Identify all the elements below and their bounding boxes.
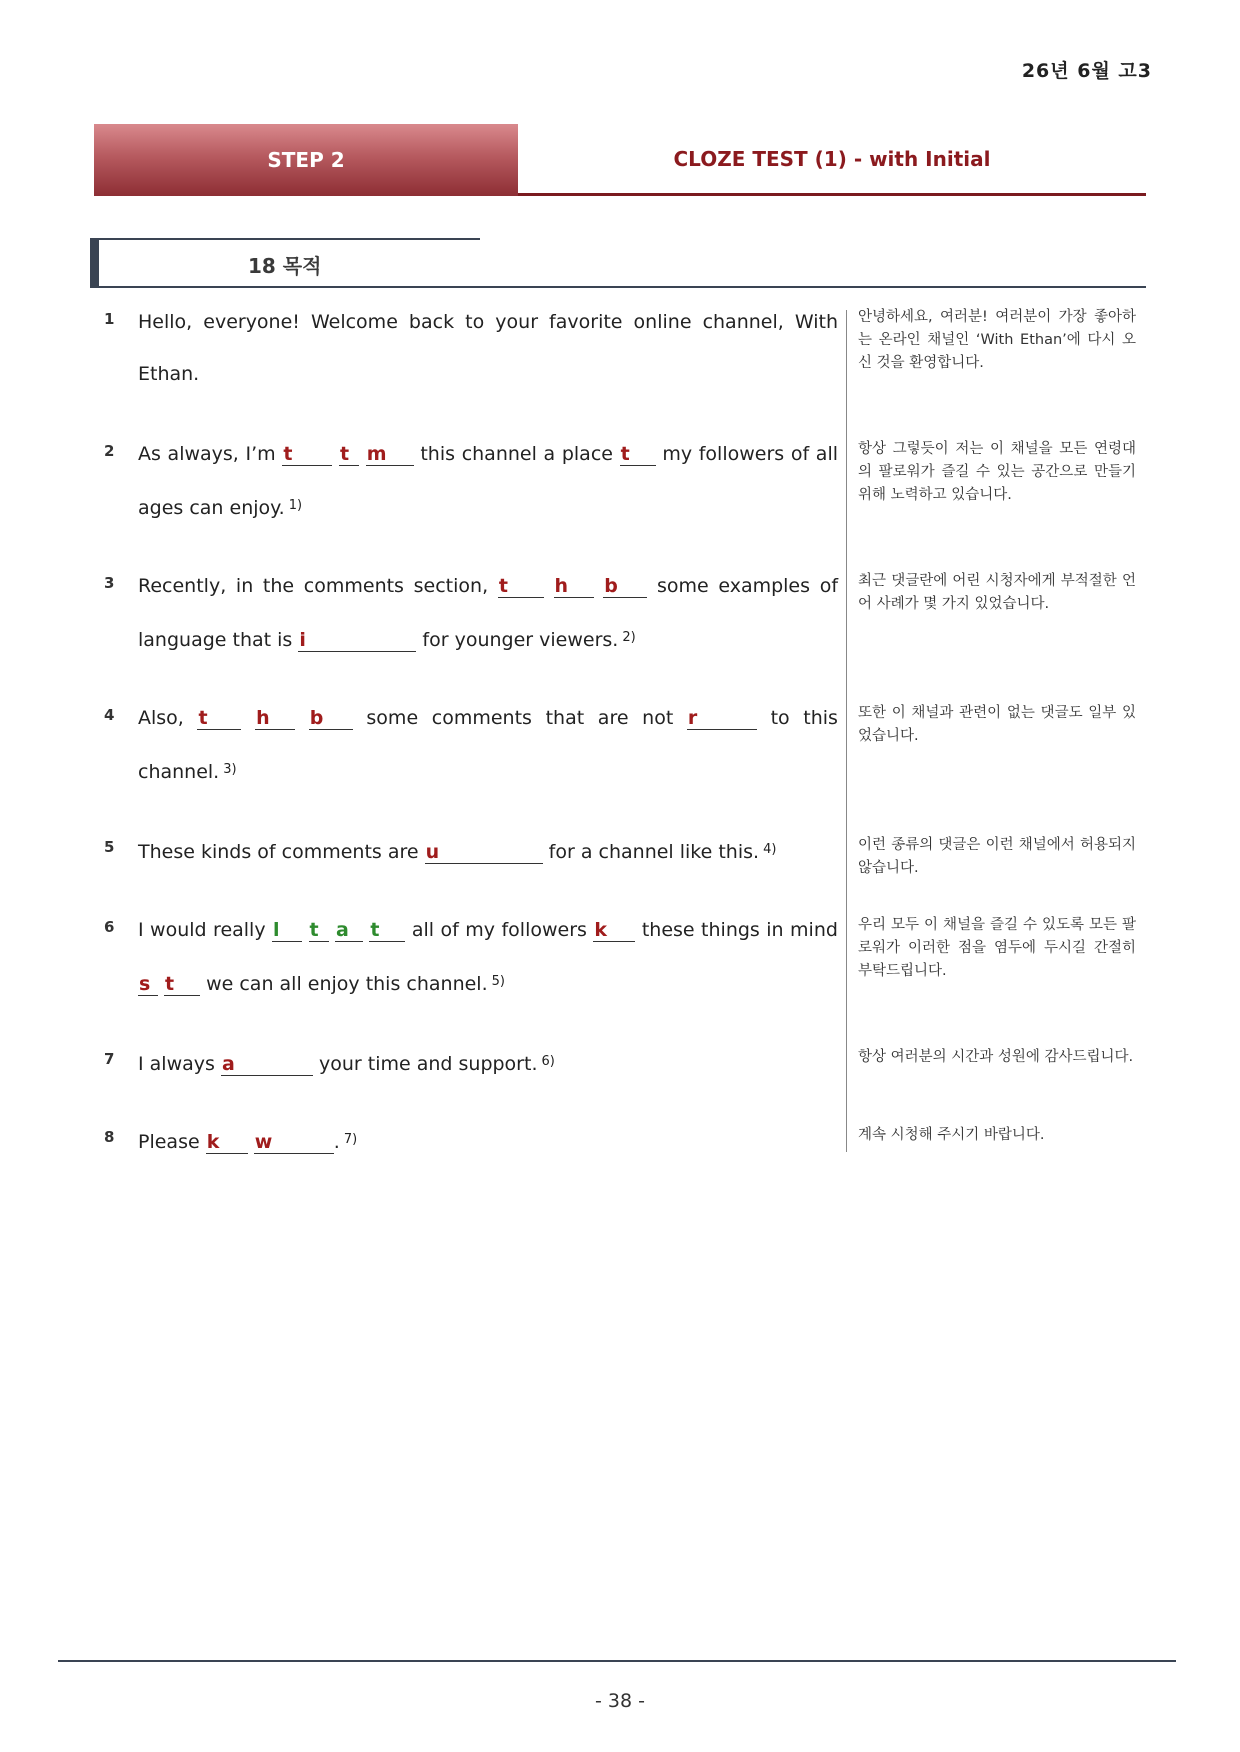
question-number: 8 <box>104 1128 115 1146</box>
blank[interactable]: b <box>309 707 353 730</box>
sentence-text: we can all enjoy this channel. <box>206 973 488 995</box>
sentence-text: these things in mind <box>641 919 838 941</box>
blank[interactable]: a <box>335 919 363 942</box>
english-sentence <box>138 560 838 666</box>
blank[interactable]: t <box>164 973 200 996</box>
blank[interactable]: t <box>369 919 405 942</box>
korean-translation: 우리 모두 이 채널을 즐길 수 있도록 모든 팔로워가 이러한 점을 염두에 두시길 간절히 부탁드립니다. <box>858 917 1136 979</box>
korean-translation: 항상 여러분의 시간과 성원에 감사드립니다. <box>858 1049 1134 1065</box>
blank[interactable]: t <box>197 707 241 730</box>
blank[interactable]: a <box>221 1053 313 1076</box>
sentence-text: to this channel. <box>138 707 838 783</box>
footer-rule <box>58 1660 1176 1662</box>
sentence-text: Also, <box>138 707 184 729</box>
korean-translation: 이런 종류의 댓글은 이런 채널에서 허용되지 않습니다. <box>858 837 1136 876</box>
section-header-bar <box>90 238 99 288</box>
korean-translation: 계속 시청해 주시기 바랍니다. <box>858 1127 1045 1143</box>
question-number: 7 <box>104 1050 115 1068</box>
section-header-bottom-rule <box>90 286 1146 288</box>
english-sentence <box>138 1036 838 1090</box>
sentence-text: Recently, in the comments section, <box>138 575 489 597</box>
section-header <box>90 238 1146 288</box>
blank[interactable]: l <box>272 919 302 942</box>
sentence-text: These kinds of comments are <box>138 841 419 863</box>
question-number: 2 <box>104 442 115 460</box>
korean-translation: 항상 그렇듯이 저는 이 채널을 모든 연령대의 팔로워가 즐길 수 있는 공간으로 만들기 위해 노력하고 있습니다. <box>858 441 1136 503</box>
question-number: 5 <box>104 838 115 856</box>
blank[interactable]: t <box>620 443 656 466</box>
footnote-ref: 7) <box>343 1132 358 1147</box>
sentence-text: all of my followers <box>411 919 587 941</box>
blank[interactable]: t <box>498 575 544 598</box>
sentence-text: I always <box>138 1053 215 1075</box>
sentence-text: I would really <box>138 919 266 941</box>
sentence-text: Please <box>138 1131 200 1153</box>
question-number: 3 <box>104 574 115 592</box>
blank[interactable]: r <box>687 707 757 730</box>
sentence-text: this channel a place <box>420 443 613 465</box>
section-header-top-rule <box>90 238 480 240</box>
question-number: 6 <box>104 918 115 936</box>
sentence-text: some examples of language that is <box>138 575 839 651</box>
sentence-text: for a channel like this. <box>548 841 760 863</box>
blank[interactable]: w <box>254 1131 334 1154</box>
footnote-ref: 5) <box>491 974 505 989</box>
column-divider <box>846 310 847 1152</box>
korean-translation: 또한 이 채널과 관련이 없는 댓글도 일부 있었습니다. <box>858 705 1136 744</box>
page-number: - 38 - <box>595 1690 645 1712</box>
blank[interactable]: i <box>298 629 416 652</box>
step-title-box <box>518 124 1146 196</box>
english-sentence <box>138 296 838 400</box>
section-title: 18 목적 <box>248 254 322 278</box>
blank[interactable]: k <box>206 1131 248 1154</box>
step-banner <box>94 124 1146 196</box>
exam-label: 26년 6월 고3 <box>1021 60 1152 82</box>
step-label: STEP 2 <box>267 148 345 172</box>
footnote-ref: 4) <box>763 842 777 857</box>
sentence-text: As always, I’m <box>138 443 276 465</box>
footnote-ref: 3) <box>223 762 237 777</box>
question-number: 1 <box>104 310 115 328</box>
question-number: 4 <box>104 706 115 724</box>
korean-translation: 안녕하세요, 여러분! 여러분이 가장 좋아하는 온라인 채널인 ‘With Ethan’에 다시 오신 것을 환영합니다. <box>858 309 1136 371</box>
blank[interactable]: m <box>366 443 414 466</box>
english-sentence <box>138 692 838 798</box>
sentence-text: Hello, everyone! Welcome back to your favorite online channel, With Ethan. <box>138 311 838 385</box>
english-sentence <box>138 1114 838 1168</box>
blank[interactable]: h <box>554 575 594 598</box>
blank[interactable]: b <box>603 575 647 598</box>
footnote-ref: 1) <box>288 498 303 513</box>
blank[interactable]: t <box>282 443 332 466</box>
blank[interactable]: k <box>593 919 635 942</box>
english-sentence <box>138 824 838 878</box>
footnote-ref: 2) <box>622 630 636 645</box>
blank[interactable]: u <box>425 841 543 864</box>
english-sentence <box>138 428 838 534</box>
sentence-text: . <box>333 1131 340 1153</box>
english-sentence <box>138 904 838 1010</box>
blank[interactable]: t <box>309 919 329 942</box>
sentence-text: some comments that are not <box>366 707 674 729</box>
sentence-text: your time and support. <box>318 1053 538 1075</box>
korean-translation: 최근 댓글란에 어린 시청자에게 부적절한 언어 사례가 몇 가지 있었습니다. <box>858 573 1136 612</box>
step-label-box <box>94 124 518 196</box>
sentence-text: my followers of all ages can enjoy. <box>138 443 839 519</box>
blank[interactable]: h <box>255 707 295 730</box>
sentence-text: for younger viewers. <box>422 629 619 651</box>
blank[interactable]: t <box>339 443 359 466</box>
footnote-ref: 6) <box>541 1054 555 1069</box>
step-title: CLOZE TEST (1) - with Initial <box>673 146 991 171</box>
blank[interactable]: s <box>138 973 158 996</box>
